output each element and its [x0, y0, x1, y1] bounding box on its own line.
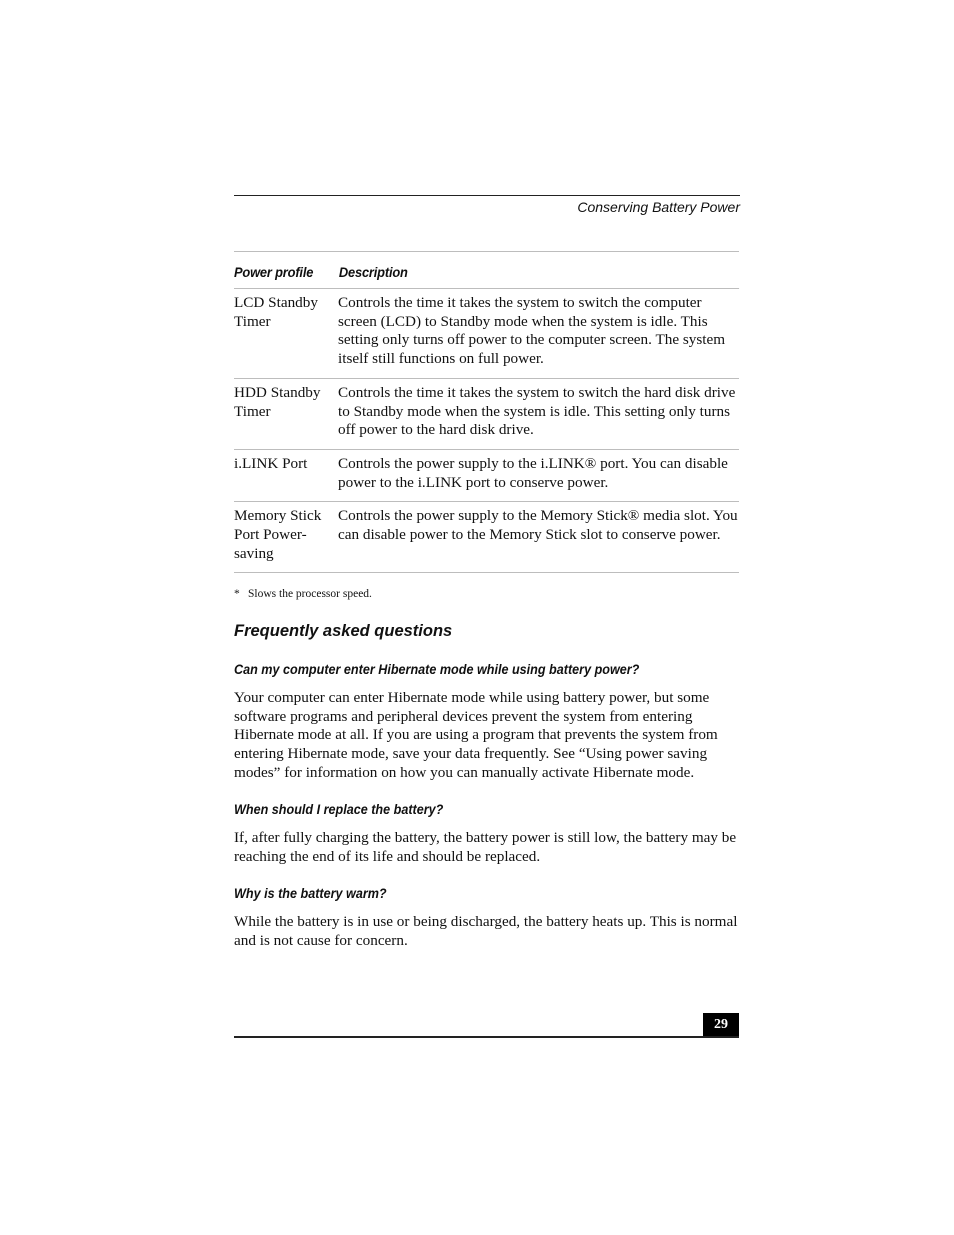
column-header-profile: Power profile: [234, 264, 314, 280]
profile-cell: LCD Standby Timer: [234, 294, 318, 330]
table-row: [234, 450, 739, 502]
table-header: [234, 252, 739, 289]
faq-question: When should I replace the battery?: [234, 801, 444, 817]
description-cell: Controls the time it takes the system to switch the computer screen (LCD) to Standby mode when the system is idle. This setting only turns off power to the computer screen. The system itself still functions on full power.: [338, 294, 726, 368]
footnote-marker: *: [234, 588, 240, 600]
table-row: [234, 379, 739, 450]
footer-rule: [234, 1036, 739, 1038]
page-number: 29: [703, 1013, 739, 1037]
power-profile-table: [234, 251, 739, 573]
header-rule: [234, 195, 740, 196]
description-cell: Controls the time it takes the system to switch the hard disk drive to Standby mode when the system is idle. This setting only turns off power to the hard disk drive.: [338, 383, 736, 439]
table-footnote: [234, 587, 372, 601]
column-header-description: Description: [338, 264, 408, 280]
table-row: [234, 289, 739, 379]
description-cell: Controls the power supply to the i.LINK® port. You can disable power to the i.LINK port to conserve power.: [338, 454, 728, 491]
running-head: Conserving Battery Power: [577, 199, 740, 215]
footnote-text: Slows the processor speed.: [248, 588, 372, 600]
profile-cell: i.LINK Port: [234, 454, 308, 472]
faq-answer: While the battery is in use or being discharged, the battery heats up. This is normal and is not cause for concern.: [234, 913, 738, 949]
profile-cell: HDD Standby Timer: [234, 383, 321, 420]
faq-question: Why is the battery warm?: [234, 885, 387, 901]
document-page: [234, 0, 740, 1235]
profile-cell: Memory Stick Port Power-saving: [234, 507, 322, 562]
section-title: Frequently asked questions: [234, 622, 453, 640]
description-cell: Controls the power supply to the Memory Stick® media slot. You can disable power to the Memory Stick slot to conserve power.: [338, 507, 738, 544]
faq-answer: Your computer can enter Hibernate mode while using battery power, but some software programs and peripheral devices prevent the system from entering Hibernate mode at all. If you are using a program that prevents the system from entering Hibernate mode, save your data frequently. See “Using power saving modes” for information on how you can manually activate Hibernate mode.: [234, 689, 718, 781]
faq-question: Can my computer enter Hibernate mode while using battery power?: [234, 661, 640, 677]
table-row: [234, 502, 739, 573]
faq-answer: If, after fully charging the battery, the battery power is still low, the battery may be reaching the end of its life and should be replaced.: [234, 829, 737, 865]
